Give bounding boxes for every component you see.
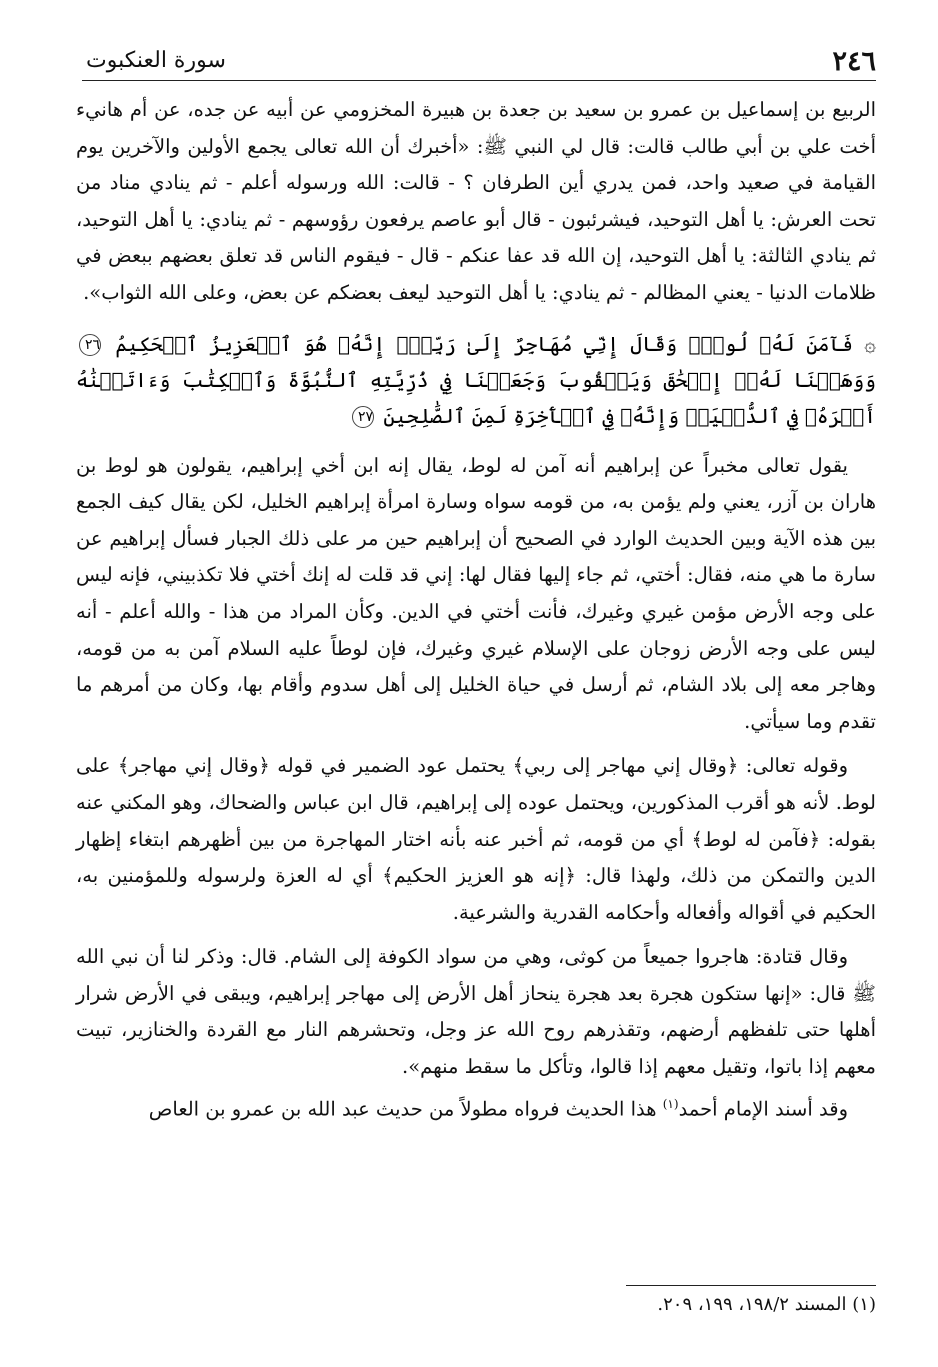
paragraph-text: هذا الحديث فرواه مطولاً من حديث عبد الله بن عمرو بن العاص [148, 1097, 663, 1121]
quran-verse-block [76, 326, 876, 434]
verse-number-marker: ٢٦ [79, 334, 101, 356]
tafsir-paragraph: وقال قتادة: هاجروا جميعاً من كوثى، وهي من سواد الكوفة إلى الشام. قال: وذكر لنا أن نبي الله ﷺ قال: «إنها ستكون هجرة بعد هجرة ينحاز أهل الأرض إلى مهاجر إبراهيم، ويبقى في الأرض شرار أهلها حتى تلفظهم أرضهم، وتقذرهم روح الله عز وجل، وتحشرهم النار مع القردة والخنازير، تبيت معهم إذا باتوا، وتقيل معهم إذا قالوا، وتأكل ما سقط منهم». [76, 945, 876, 1079]
paragraph-text: وقد أسند الإمام أحمد [678, 1097, 848, 1121]
footnote-number: (١) [852, 1294, 876, 1315]
tafsir-paragraph: يقول تعالى مخبراً عن إبراهيم أنه آمن له لوط، يقال إنه ابن أخي إبراهيم، يقولون هو لوط بن هاران بن آزر، يعني ولم يؤمن به، من قومه سواه وسارة امرأة إبراهيم الخليل، لكن يقال كيف الجمع بين هذه الآية وبين الحديث الوارد في الصحيح أن إبراهيم حين مر على ذلك الجبار فسأل إبراهيم عن سارة ما هي منه، فقال: أختي، ثم جاء إليها فقال لها: إني قد قلت له إنك أختي فلا تكذبيني، فإنه ليس على وجه الأرض مؤمن غيري وغيرك، فأنت أختي في الدين. وكأن المراد من هذا - والله أعلم - أنه ليس على وجه الأرض زوجان على الإسلام غيري وغيرك، فإن لوطاً عليه السلام آمن به من قومه، وهاجر معه إلى بلاد الشام، ثم أرسل في حياة الخليل إلى أهل سدوم وأقام بها، وكان من أمرهم ما تقدم وما سيأتي. [76, 453, 876, 733]
tafsir-paragraph [76, 1086, 876, 1128]
footnote-text: المسند ١٩٨/٢، ١٩٩، ٢٠٩. [657, 1294, 847, 1315]
page-number: ٢٤٦ [832, 46, 876, 77]
verse-number-marker: ٢٧ [352, 406, 374, 428]
verse-text-1: ۞ فَآمَنَ لَهُۥ لُوطٌۘ وَقَالَ إِنِّي مُهَاجِرٌ إِلَىٰ رَبِّيٓۖ إِنَّهُۥ هُوَ ٱلۡعَزِيزُ ٱلۡحَكِيمُ [115, 331, 877, 356]
surah-title: سورة العنكبوت [86, 48, 226, 73]
footnote-divider [626, 1285, 876, 1286]
page-header [82, 40, 876, 81]
verse-text-2: وَوَهَبۡنَا لَهُۥٓ إِسۡحَٰقَ وَيَعۡقُوبَ وَجَعَلۡنَا فِي ذُرِّيَّتِهِ ٱلنُّبُوَّةَ وَٱلۡكِتَٰبَ وَءَاتَيۡنَٰهُ أَجۡرَهُۥ فِي ٱلدُّنۡيَاۖ وَإِنَّهُۥ فِي ٱلۡأٓخِرَةِ لَمِنَ ٱلصَّٰلِحِينَ [76, 367, 876, 428]
footnote-reference[interactable]: (١) [662, 1096, 679, 1111]
tafsir-paragraph: وقوله تعالى: ﴿وقال إني مهاجر إلى ربي﴾ يحتمل عود الضمير في قوله ﴿وقال إني مهاجر﴾ على لوط. لأنه هو أقرب المذكورين، ويحتمل عوده إلى إبراهيم، قال ابن عباس والضحاك، وهو المكني عنه بقوله: ﴿فآمن له لوط﴾ أي من قومه، ثم أخبر عنه بأنه اختار المهاجرة من بين أظهرهم ابتغاء إظهار الدين والتمكن من ذلك، ولهذا قال: ﴿إنه هو العزيز الحكيم﴾ أي له العزة ولرسوله وللمؤمنين به، الحكيم في أقواله وأفعاله وأحكامه القدرية والشرعية. [76, 754, 876, 924]
footnote [76, 1290, 876, 1320]
hadith-paragraph: الربيع بن إسماعيل بن عمرو بن سعيد بن جعدة بن هبيرة المخزومي عن أبيه عن جده، عن أم هانيء أخت علي بن أبي طالب قالت: قال لي النبي ﷺ: «أخبرك أن الله تعالى يجمع الأولين والآخرين يوم القيامة في صعيد واحد، فمن يدري أين الطرفان ؟ - قالت: الله ورسوله أعلم - ثم ينادي مناد من تحت العرش: يا أهل التوحيد، فيشرئبون - قال أبو عاصم يرفعون رؤوسهم - ثم ينادي: يا أهل التوحيد، ثم ينادي الثالثة: يا أهل التوحيد، إن الله قد عفا عنكم - قال - فيقوم الناس قد تعلق بعضهم ببعض في ظلامات الدنيا - يعني المظالم - ثم ينادي: يا أهل التوحيد ليعف بعضكم عن بعض، وعلى الله الثواب». [76, 98, 876, 304]
main-text [76, 92, 876, 1128]
